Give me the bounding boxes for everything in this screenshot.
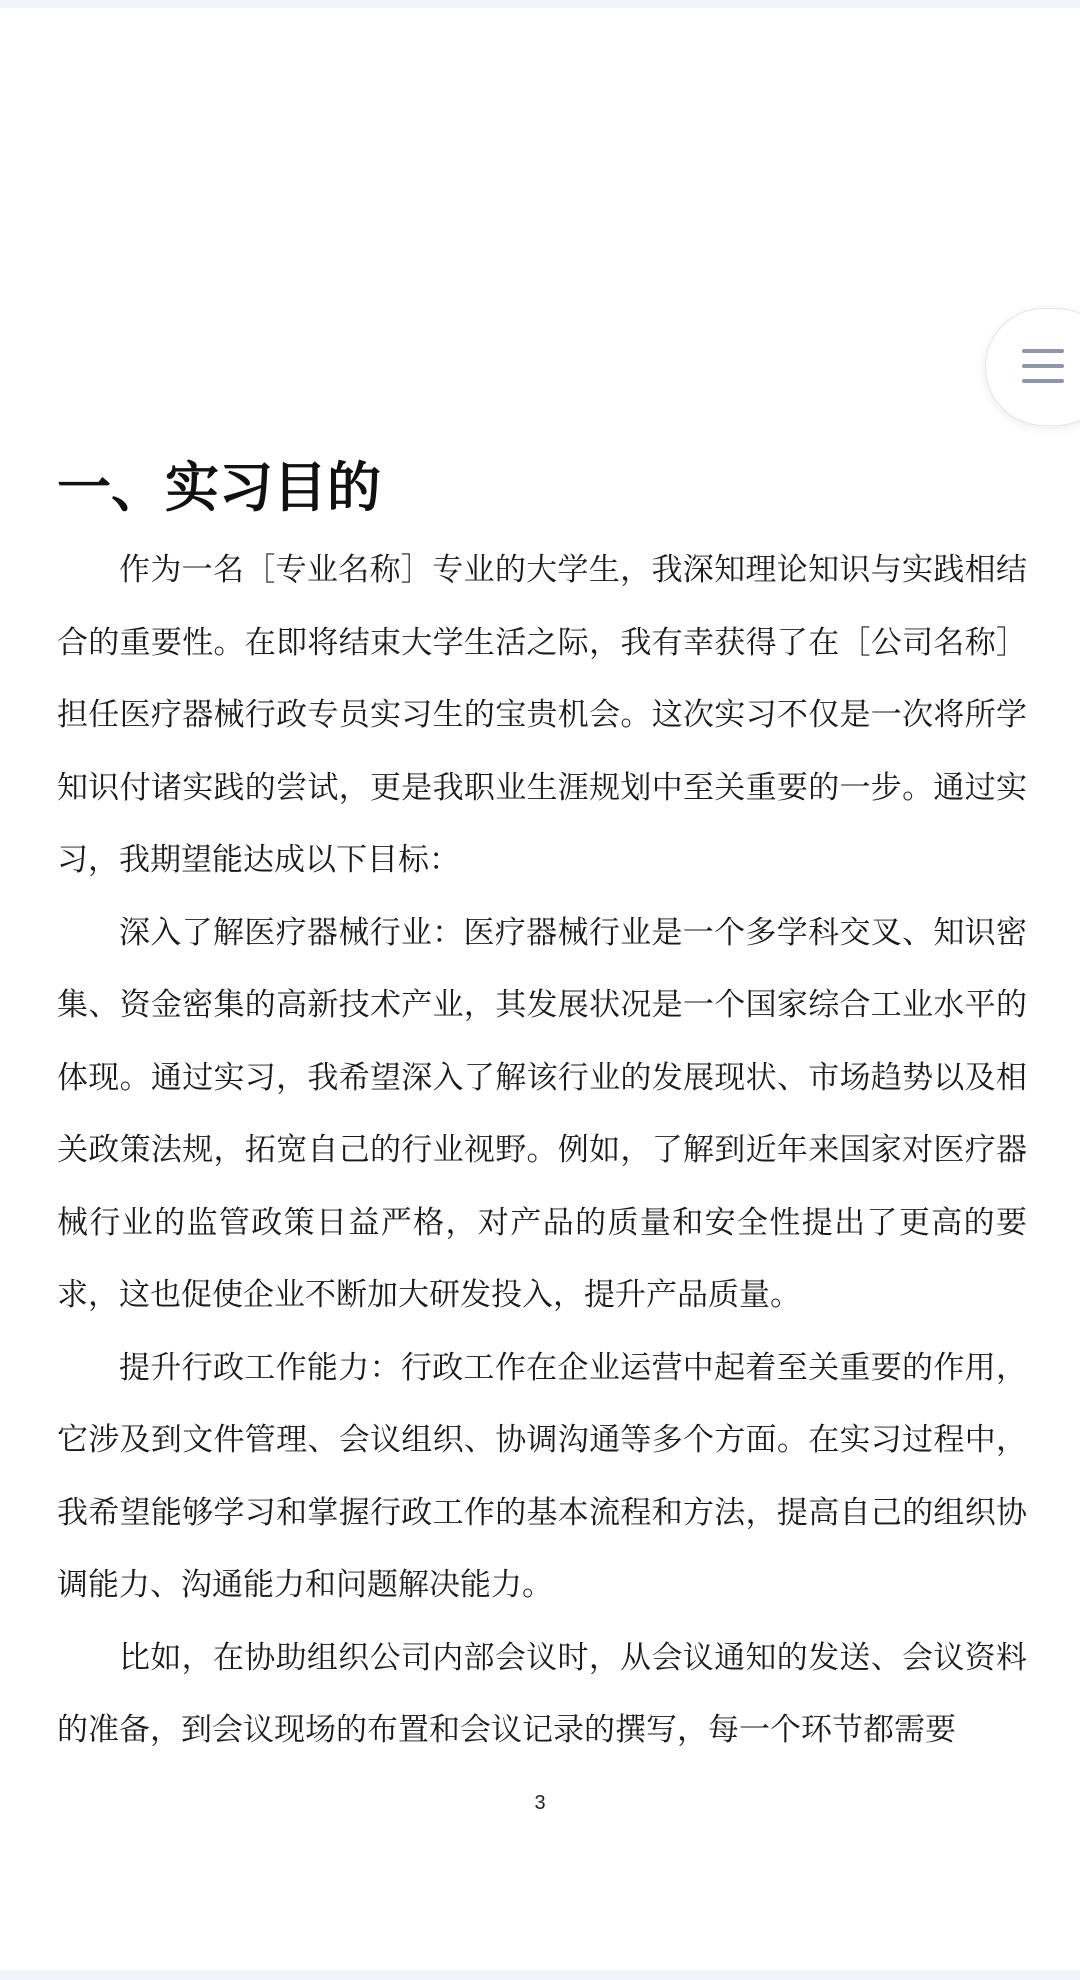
section-title: 一、实习目的 xyxy=(57,456,381,519)
paragraph-industry-goal: 深入了解医疗器械行业：医疗器械行业是一个多学科交叉、知识密集、资金密集的高新技术产业，其发展状况是一个国家综合工业水平的体现。通过实习，我希望深入了解该行业的发展现状、市场趋势以及相关政策法规，拓宽自己的行业视野。例如，了解到近年来国家对医疗器械行业的监管政策日益严格，对产品的质量和安全性提出了更高的要求，这也促使企业不断加大研发投入，提升产品质量。 xyxy=(57,914,1027,1313)
menu-icon xyxy=(1022,347,1064,385)
bottom-edge xyxy=(0,1970,1080,1980)
menu-button[interactable] xyxy=(985,308,1080,426)
document-body xyxy=(57,534,1027,1767)
page-number: 3 xyxy=(534,1792,546,1814)
paragraph-intro: 作为一名［专业名称］专业的大学生，我深知理论知识与实践相结合的重要性。在即将结束大学生活之际，我有幸获得了在［公司名称］担任医疗器械行政专员实习生的宝贵机会。这次实习不仅是一次将所学知识付诸实践的尝试，更是我职业生涯规划中至关重要的一步。通过实习，我期望能达成以下目标： xyxy=(57,552,1027,878)
paragraph-admin-goal: 提升行政工作能力：行政工作在企业运营中起着至关重要的作用，它涉及到文件管理、会议组织、协调沟通等多个方面。在实习过程中，我希望能够学习和掌握行政工作的基本流程和方法，提高自己的组织协调能力、沟通能力和问题解决能力。 xyxy=(57,1349,1027,1603)
paragraph-example: 比如，在协助组织公司内部会议时，从会议通知的发送、会议资料的准备，到会议现场的布置和会议记录的撰写，每一个环节都需要 xyxy=(57,1639,1027,1748)
top-edge xyxy=(0,0,1080,8)
